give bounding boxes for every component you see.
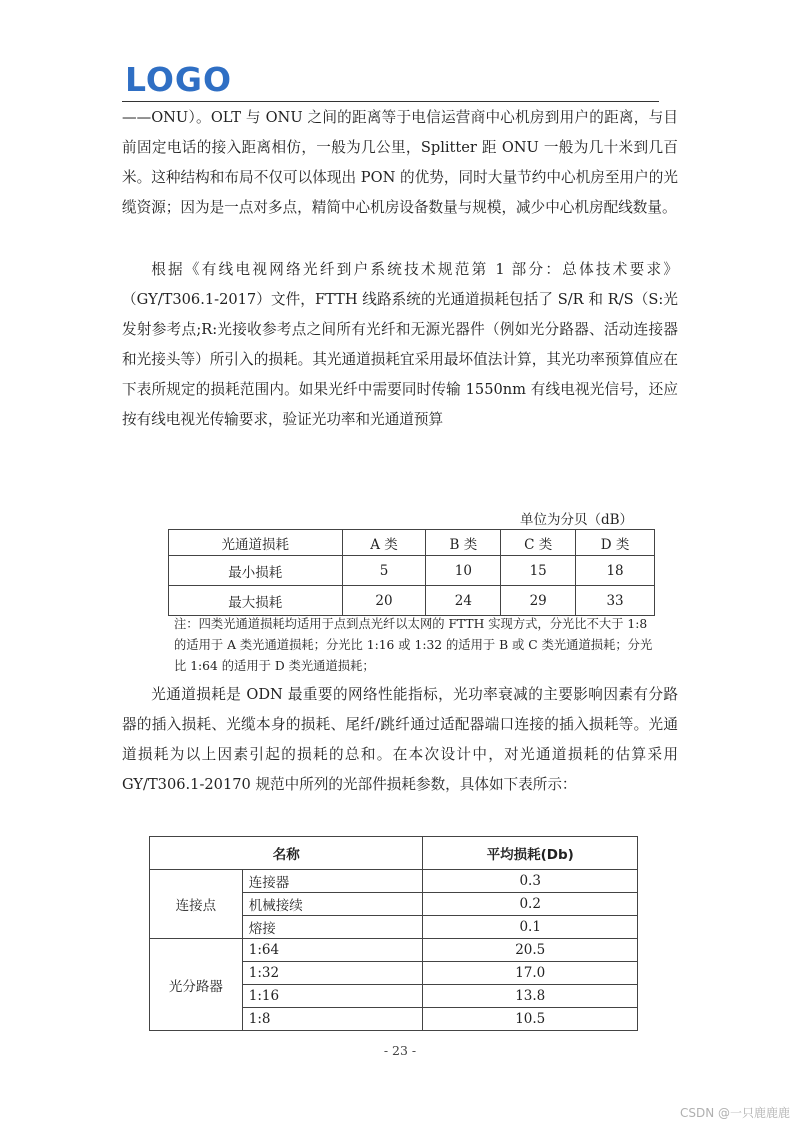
item-value: 20.5 <box>423 939 638 962</box>
header-rule <box>122 101 659 102</box>
loss-table-note: 注：四类光通道损耗均适用于点到点光纤以太网的 FTTH 实现方式，分光比不大于 1:8 的适用于 A 类光通道损耗；分光比 1:16 或 1:32 的适用于 B 或 C 类光通道损耗；分光比 1:64 的适用于 D 类光通道损耗； <box>174 617 653 673</box>
cell-value: 10 <box>426 556 501 586</box>
item-value: 10.5 <box>423 1008 638 1031</box>
cell-value: 24 <box>426 586 501 616</box>
logo: LOGO <box>125 60 233 99</box>
paragraph-2: 根据《有线电视网络光纤到户系统技术规范第 1 部分：总体技术要求》（GY/T306.1-2017）文件，FTTH 线路系统的光通道损耗包括了 S/R 和 R/S（S:光发射参考点;R:光接收参考点之间所有光纤和无源光器件（例如光分路器、活动连接器和光接头等）所引入的损耗。其光通道损耗宜采用最坏值法计算，其光功率预算值应在下表所规定的损耗范围内。如果光纤中需要同时传输 1550nm 有线电视光信号，还应按有线电视光传输要求，验证光功率和光通道预算 <box>122 261 678 428</box>
group-label: 光分路器 <box>150 939 243 1031</box>
cell-value: 5 <box>342 556 426 586</box>
item-value: 0.1 <box>423 916 638 939</box>
item-value: 0.3 <box>423 870 638 893</box>
cell-value: 29 <box>501 586 576 616</box>
cell-value: 15 <box>501 556 576 586</box>
loss-table-header: B 类 <box>426 530 501 556</box>
loss-table-header-row <box>169 530 655 556</box>
loss-table <box>168 529 655 616</box>
cell-value: 18 <box>576 556 655 586</box>
item-name: 连接器 <box>242 870 423 893</box>
component-loss-table <box>149 836 638 1031</box>
item-name: 1:64 <box>242 939 423 962</box>
loss-table-unit: 单位为分贝（dB） <box>520 512 634 528</box>
component-table-header-row <box>150 837 638 870</box>
paragraph-3: 光通道损耗是 ODN 最重要的网络性能指标，光功率衰减的主要影响因素有分路器的插入损耗、光缆本身的损耗、尾纤/跳纤通过适配器端口连接的插入损耗等。光通道损耗为以上因素引起的损耗的总和。在本次设计中，对光通道损耗的估算采用 GY/T306.1-20170 规范中所列的光部件损耗参数，具体如下表所示： <box>122 686 678 793</box>
table-row <box>169 586 655 616</box>
loss-table-header: D 类 <box>576 530 655 556</box>
row-label: 最小损耗 <box>169 556 343 586</box>
paragraph-1: ——ONU）。OLT 与 ONU 之间的距离等于电信运营商中心机房到用户的距离，与目前固定电话的接入距离相仿，一般为几公里，Splitter 距 ONU 一般为几十米到几百米。这种结构和布局不仅可以体现出 PON 的优势，同时大量节约中心机房至用户的光缆资源；因为是一点对多点，精简中心机房设备数量与规模，减少中心机房配线数量。 <box>122 109 678 216</box>
item-value: 17.0 <box>423 962 638 985</box>
loss-table-header: A 类 <box>342 530 426 556</box>
table-row <box>169 556 655 586</box>
cell-value: 20 <box>342 586 426 616</box>
group-label: 连接点 <box>150 870 243 939</box>
row-label: 最大损耗 <box>169 586 343 616</box>
item-name: 1:8 <box>242 1008 423 1031</box>
table-row <box>150 939 638 962</box>
item-name: 机械接续 <box>242 893 423 916</box>
table-row <box>150 870 638 893</box>
loss-table-header: C 类 <box>501 530 576 556</box>
item-name: 熔接 <box>242 916 423 939</box>
loss-table-header: 光通道损耗 <box>169 530 343 556</box>
component-table-header: 平均损耗(Db) <box>423 837 638 870</box>
item-name: 1:16 <box>242 985 423 1008</box>
item-value: 0.2 <box>423 893 638 916</box>
page-number: - 23 - <box>383 1043 417 1058</box>
item-value: 13.8 <box>423 985 638 1008</box>
component-table-header: 名称 <box>150 837 423 870</box>
watermark: CSDN @一只鹿鹿鹿 <box>679 1106 790 1120</box>
cell-value: 33 <box>576 586 655 616</box>
item-name: 1:32 <box>242 962 423 985</box>
